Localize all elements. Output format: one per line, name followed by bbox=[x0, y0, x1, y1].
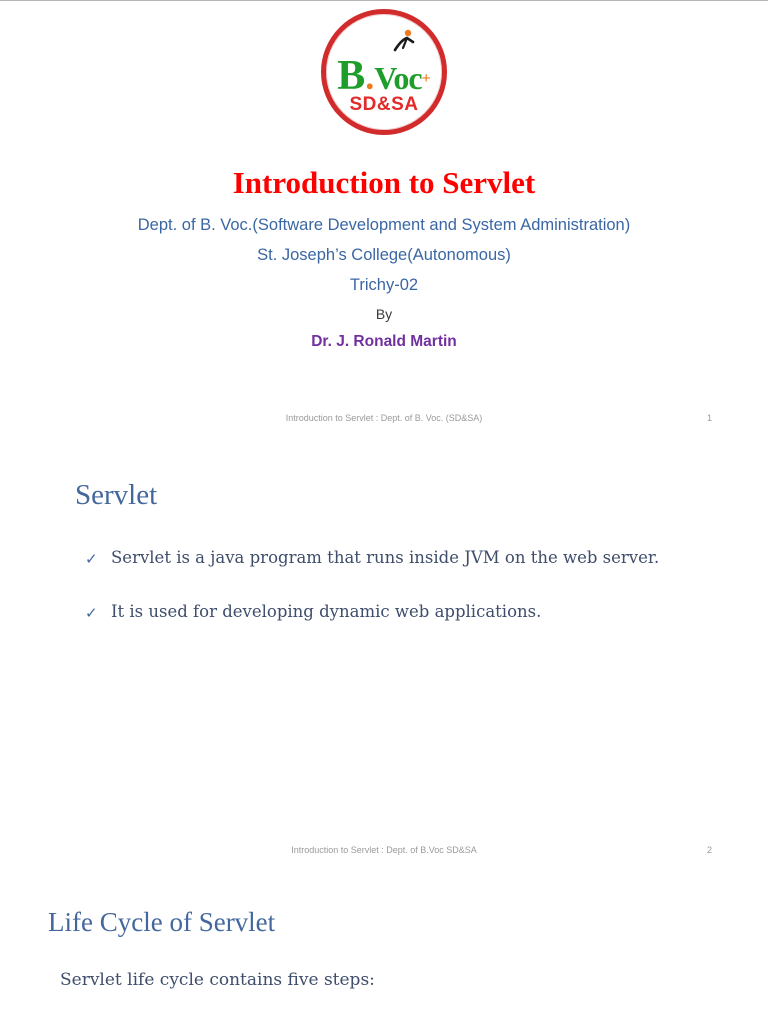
checkmark-icon: ✓ bbox=[85, 604, 98, 622]
bullet-text: Servlet is a java program that runs inside JVM on the web server. bbox=[111, 548, 660, 567]
servlet-bullet-list bbox=[85, 544, 712, 626]
presentation-title: Introduction to Servlet bbox=[232, 165, 536, 200]
bullet-item bbox=[85, 598, 712, 626]
slide3-heading: Life Cycle of Servlet bbox=[48, 907, 276, 937]
checkmark-icon: ✓ bbox=[85, 550, 98, 568]
logo-text-dot: . bbox=[365, 57, 375, 97]
bullet-item bbox=[85, 544, 712, 572]
logo-text-plus: + bbox=[421, 70, 431, 87]
slide-servlet bbox=[0, 441, 768, 873]
college-line: St. Joseph’s College(Autonomous) bbox=[257, 246, 511, 264]
slide1-page-number: 1 bbox=[706, 413, 712, 423]
logo-wordmark bbox=[326, 52, 442, 100]
slide3-intro-text: Servlet life cycle contains five steps: bbox=[60, 970, 375, 990]
slide2-page-number: 2 bbox=[706, 845, 712, 855]
logo-text-b: B bbox=[337, 53, 366, 99]
logo-text-sdsa: SD&SA bbox=[349, 94, 419, 115]
author-name: Dr. J. Ronald Martin bbox=[311, 333, 457, 350]
slide2-footer: Introduction to Servlet : Dept. of B.Voc SD&SA bbox=[291, 845, 477, 855]
slide1-footer: Introduction to Servlet : Dept. of B. Voc. (SD&SA) bbox=[285, 413, 483, 423]
city-line: Trichy-02 bbox=[349, 276, 419, 294]
bullet-text: It is used for developing dynamic web applications. bbox=[111, 602, 542, 621]
slide2-heading: Servlet bbox=[75, 479, 158, 511]
bvoc-logo bbox=[321, 9, 447, 135]
slide-life-cycle bbox=[0, 873, 768, 1033]
dancer-icon bbox=[392, 28, 418, 54]
dept-line: Dept. of B. Voc.(Software Development and System Administration) bbox=[137, 216, 631, 234]
logo-text-voc: Voc bbox=[374, 60, 422, 96]
by-label: By bbox=[375, 306, 393, 322]
slide-title-page bbox=[0, 9, 768, 441]
